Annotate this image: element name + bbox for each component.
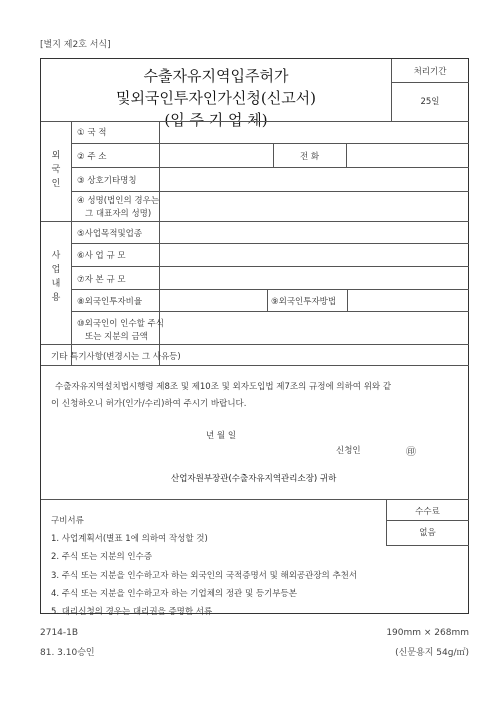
date-line: 년 월 일 xyxy=(206,431,237,441)
representative-name-label-2: 그 대표자의 성명) xyxy=(85,209,152,219)
applicant-label: 신청인 xyxy=(336,446,361,456)
trade-name-label: ③ 상호기타명칭 xyxy=(77,176,137,186)
paper-size: 190mm × 268mm xyxy=(386,628,469,638)
title-line-2: 및외국인투자인가신청(신고서) xyxy=(115,89,317,107)
processing-period-label: 처리기간 xyxy=(413,67,447,77)
form-code: 2714-1B xyxy=(40,628,79,638)
capital-scale-label: ⑦자 본 규 모 xyxy=(77,275,126,285)
business-section-heading xyxy=(48,249,64,305)
title-line-3: (입 주 기 업 체) xyxy=(164,111,268,129)
addressee: 산업자원부장관(수출자유지역관리소장) 귀하 xyxy=(171,474,337,484)
foreigner-heading-text: 외 국 인 xyxy=(51,151,61,189)
form-number: [별지 제2호 서식] xyxy=(40,40,111,50)
business-heading-text: 사 업 내 용 xyxy=(51,251,61,303)
documents-heading: 구비서류 xyxy=(51,516,84,526)
business-purpose-label: ⑤사업목적및업종 xyxy=(77,229,143,239)
fee-value: 없음 xyxy=(419,528,436,538)
nationality-label: ① 국 적 xyxy=(77,128,107,138)
address-label: ② 주 소 xyxy=(77,152,107,162)
investment-ratio-label: ⑧외국인투자비율 xyxy=(77,297,143,307)
business-scale-label: ⑥사 업 규 모 xyxy=(77,251,126,261)
other-notes-label: 기타 특기사항(변경시는 그 사유등) xyxy=(51,352,181,362)
processing-period-value: 25일 xyxy=(420,97,440,107)
approval-date: 81. 3.10승인 xyxy=(40,648,95,658)
acquire-amount-label: ⑩외국인이 인수할 주식 xyxy=(77,319,164,329)
foreigner-section-heading xyxy=(48,149,64,191)
investment-method-label: ⑨외국인투자방법 xyxy=(271,297,337,307)
document-item-4: 4. 주식 또는 지분을 인수하고자 하는 기업체의 정관 및 등기부등본 xyxy=(51,589,297,599)
statement-line-2: 이 신청하오니 허가(인가/수리)하여 주시기 바랍니다. xyxy=(51,399,247,409)
document-item-5: 5. 대리신청의 경우는 대리권을 증명한 서류 xyxy=(51,607,213,617)
document-item-2: 2. 주식 또는 지분의 인수증 xyxy=(51,552,153,562)
fee-label: 수수료 xyxy=(415,507,440,517)
application-form xyxy=(40,58,469,617)
representative-name-label: ④ 성명(법인의 경우는 xyxy=(77,196,160,206)
title-line-1: 수출자유지역입주허가 xyxy=(143,67,289,85)
phone-label: 전 화 xyxy=(299,152,320,162)
document-item-3: 3. 주식 또는 지분을 인수하고자 하는 외국인의 국적증명서 및 해외공관장의 추천서 xyxy=(51,571,358,581)
paper-type: (신문용지 54g/㎡) xyxy=(395,648,469,658)
seal-mark: ㊞ xyxy=(406,447,416,458)
statement-line-1: 수출자유지역설치법시행령 제8조 및 제10조 및 외자도입법 제7조의 규정에 의하여 위와 같 xyxy=(55,382,392,392)
document-item-1: 1. 사업계획서(별표 1에 의하여 작성할 것) xyxy=(51,534,208,544)
acquire-amount-label-2: 또는 지분의 금액 xyxy=(85,332,148,342)
